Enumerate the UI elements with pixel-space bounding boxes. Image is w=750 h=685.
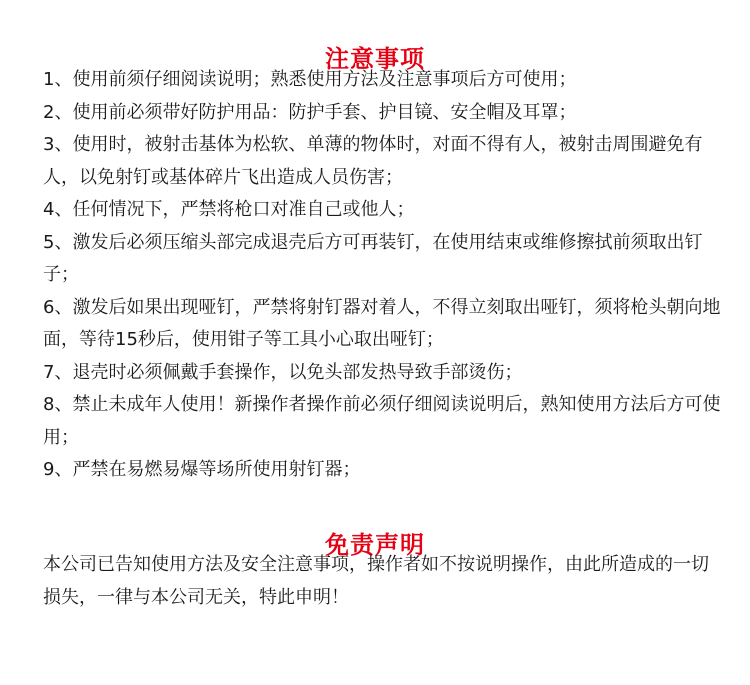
notice-item-3: 3、使用时，被射击基体为松软、单薄的物体时，对面不得有人，被射击周围避免有人，以免射钉或基体碎片飞出造成人员伤害； <box>43 134 703 188</box>
notice-item-6: 6、激发后如果出现哑钉，严禁将射钉器对着人，不得立刻取出哑钉，须将枪头朝向地面，等待15秒后，使用钳子等工具小心取出哑钉； <box>43 296 721 350</box>
disclaimer-text: 本公司已告知使用方法及安全注意事项，操作者如不按说明操作，由此所造成的一切损失，一律与本公司无关，特此申明！ <box>43 554 709 608</box>
notice-item-5: 5、激发后必须压缩头部完成退壳后方可再装钉，在使用结束或维修擦拭前须取出钉子； <box>43 231 703 285</box>
notice-item-9: 9、严禁在易燃易爆等场所使用射钉器； <box>43 459 361 480</box>
disclaimer-title: 免责声明 <box>325 530 425 559</box>
notice-item-4: 4、任何情况下，严禁将枪口对准自己或他人； <box>43 199 415 220</box>
notice-item-8: 8、禁止未成年人使用！新操作者操作前必须仔细阅读说明后，熟知使用方法后方可使用； <box>43 394 721 448</box>
notice-item-7: 7、退壳时必须佩戴手套操作，以免头部发热导致手部烫伤； <box>43 361 523 383</box>
notice-list <box>43 64 723 487</box>
notice-item-1: 1、使用前须仔细阅读说明；熟悉使用方法及注意事项后方可使用； <box>43 69 577 90</box>
notice-item-2: 2、使用前必须带好防护用品：防护手套、护目镜、安全帽及耳罩； <box>43 101 577 123</box>
notice-title: 注意事项 <box>325 45 425 74</box>
